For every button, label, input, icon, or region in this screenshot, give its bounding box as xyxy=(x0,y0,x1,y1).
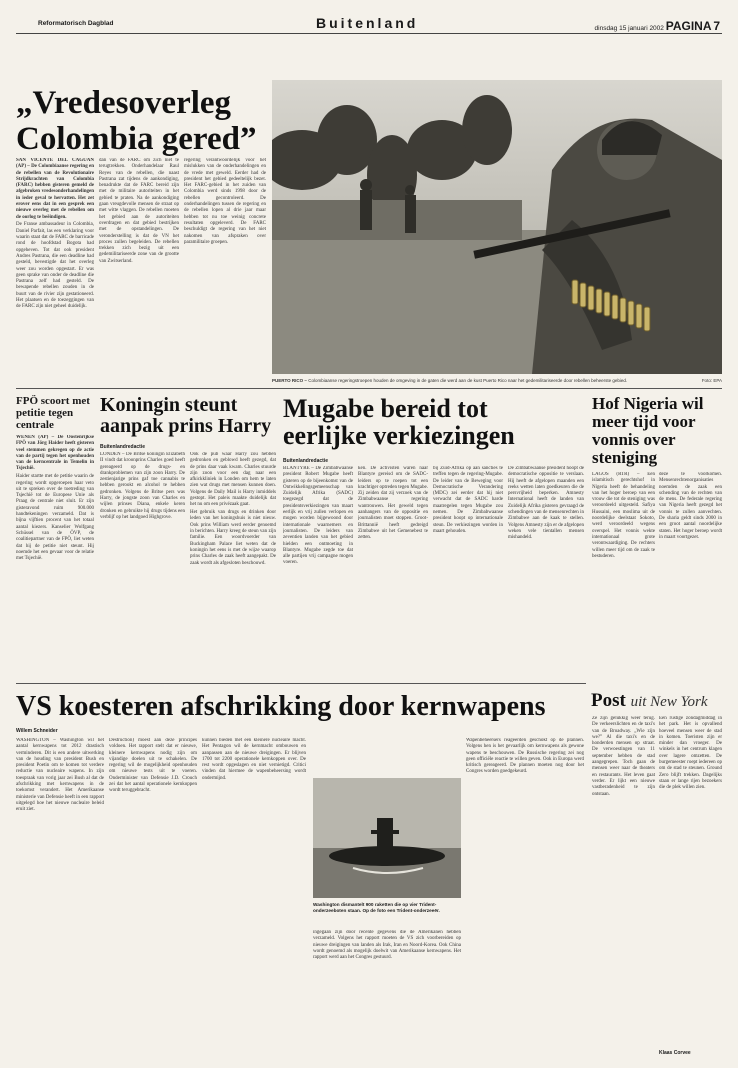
kernwapens-headline: VS koesteren afschrikking door kernwapens xyxy=(16,691,546,722)
lead-col-1: SAN VICENTE DEL CAGUAN (AP) – De Colombiaanse regering en de rebellen van de Revolutionaire Strijdkrachten van Colombia (FARC) hebben gisteren gemeld de afgebroken vredesonderhandelingen in ieder geval te hervatten. Het zet erover eens dat in een gesprek een nieuwe overleg met de rebellen om de oorlog te beëindigen. De Franse ambassadeur in Colombia, Daniel Parfait, las een verklaring voor waarin staat dat de FARC de barricade rond de hoofdstad Bogota had opgeheven. Tot dat ook president Andres Pastrana, die een deadline had gesteld, bevestigde dat het overleg weer zou worden opgestart. Er was geen sprake van onder de deadline die Pastrana zelf had gesteld. De bewapende rebellen zouden in de buurt van de rivier zijn gestationeerd. Het plaatsen en de toezeggingen van de FARC zijn niet geheel duidelijk. xyxy=(16,158,94,310)
date-line: dinsdag 15 januari 2002 PAGINA 7 xyxy=(594,19,720,33)
mugabe-col-3: bij Zuid-Afrika op aan sancties te treffen tegen de regering-Mugabe. De leider van de Beweging voor Democratische Verandering (MDC) zei eerder dat hij niet verwacht dat de SADC harde maatregelen tegen Mugabe zou nemen. De Zimbabwaanse president hoopt op internationale steun. De verkiezingen worden in maart gehouden. xyxy=(433,466,503,534)
kernwapens-col-2: Destruction) moest aan deze principes voldoen. Het rapport stelt dat er nieuwe, kleinere kernwapens nodig zijn om vijandige doelen uit te schakelen. De regering wil de mogelijkheid openhouden om nieuwe tests uit te voeren. Onderminister van Defensie J.D. Crouch zei dat het aantal operationele kernkoppen wordt teruggebracht. xyxy=(109,738,197,794)
kernwapens-col-4: ingegaan zijn door recente gegevens die de Amerikanen hebben verzameld. Volgens het rapport moeten de VS zich voorbereiden op nieuwe dreigingen van landen als Irak, Iran en Noord-Korea. Ook China wordt genoemd als mogelijk doelwit van Amerikaanse kernwapens. Het rapport werd aan het Congres gestuurd. xyxy=(313,930,461,961)
mugabe-col-1: BLANTYRE – De Zimbabwaanse president Robert Mugabe heeft gisteren op de bijeenkomst van de Ontwikkelingsgemeenschap van Zuidelijk Afrika (SADC) toegezegd dat de presidentsverkiezingen van maart eerlijk en vrij zullen verlopen en mogen worden bijgewoond door internationale waarnemers en journalisten. De leiders van zeventien landen van het gebied hielden een ontmoeting in Blantyre. Mugabe zegde toe dat alle partijen vrij campagne mogen voeren. xyxy=(283,466,353,566)
harry-col-1: LONDEN – De Britse koningin Elizabeth II vindt dat kroonprins Charles goed heeft gereageerd op de drugs- en drankproblemen van zijn zoon Harry. De zestienjarige prins gaf toe cannabis te hebben gerookt en alcohol te hebben gedronken. Volgens de Britse pers was Harry, de jongste zoon van Charles en wijlen prinses Diana, enkele keren dronken en gebruikte hij drugs tijdens een verblijf op het landgoed Highgrove. xyxy=(100,452,185,520)
post-col-2: Een rustige zondagmiddag in het park. Het is opvallend hoeveel mensen weer de stad in komen. Toeristen zijn er minder dan vroeger. De winkels in het centrum klagen over lagere omzetten. De burgemeester roept iedereen op om de stad te steunen. Ground Zero blijft trekken. Dagelijks staan er lange rijen bezoekers die de plek willen zien. xyxy=(659,716,722,791)
divider xyxy=(16,388,722,389)
submarine-image xyxy=(313,778,461,898)
fpo-article: FPÖ scoort met petitie tegen centrale WENEN (AP) – De Oostenrijkse FPÖ van Jörg Haider heeft gisteren veel stemmen gekregen op de actie van de partij tegen het openhouden van de kerncentrale in Temelin in Tsjechië. Haider startte met de petitie waarin de regering wordt opgeroepen haar veto uit te spreken over de toetreding van Tsjechië tot de Europese Unie als Praag de centrale niet sluit. Er zijn gisteravond ruim 900.000 handtekeningen verzameld. Dat is bijna vijftien procent van het totaal aantal kiezers. Kanselier Wolfgang Schüssel van de ÖVP, de coalitiepartner van de FPÖ, liet weten dat hij de petitie niet steunt. Hij noemde het een gevaar voor de relatie met Tsjechië. xyxy=(16,395,94,562)
harry-headline: Koningin steunt aanpak prins Harry xyxy=(100,394,272,437)
mugabe-headline: Mugabe bereid tot eerlijke verkiezingen xyxy=(283,394,515,450)
soldier-photo xyxy=(272,80,722,374)
nigeria-col-2: deze te voorkomen. Mensenrechtenorganisaties noemden de zaak een schending van de rechten van de mens. De federale regering van Nigeria heeft gezegd het vonnis te zullen aanvechten. De sharia geldt sinds 2000 in een groot aantal noordelijke staten. Het hoger beroep wordt in maart voortgezet. xyxy=(659,472,722,540)
kernwapens-col-1: WASHINGTON – Washington wil het aantal kernwapens tot 2012 drastisch verminderen. Dit is een andere uitwerking van de houding van president Bush en president Poetin om te komen tot verdere reductie van nucleaire wapens. In zijn toespraak van vorig jaar zei Bush al dat de afschrikking met kernwapens in de toekomst verandert. Het Amerikaanse ministerie van Defensie heeft in een rapport uitgelegd hoe het nieuwe nucleaire beleid eruit ziet. xyxy=(16,738,104,813)
mugabe-byline: Buitenlandredactie xyxy=(283,458,329,464)
post-col-1: Ze zijn gelukkig weer terug. De verkeerslichten en de taxi's van de Broadway. „Wie zijn we?” Al die taxi's en de honderden mensen op straat. De verwoestingen van 11 september hebben de stad aangegrepen. Toch gaan de mensen weer naar de theaters en restaurants. Het leven gaat verder. Er lijkt een nieuwe vastberadenheid te zijn ontstaan. xyxy=(592,716,655,797)
kernwapens-col-5: Wapenbeheersers reageerden geschokt op de plannen. Volgens hen is het gevaarlijk om kernwapens als gewone wapens te beschouwen. De Russische regering zei nog geen officiële reactie te willen geven. Ook in Europa werd kritisch gereageerd. De plannen moeten nog door het Congres worden goedgekeurd. xyxy=(466,738,584,775)
section-title: Buitenland xyxy=(316,15,419,31)
harry-col-2: Ook de pub waar Harry zou hebben gedronken en geblowd heeft gezegd, dat de prins daar vaak kwam. Charles stuurde zijn zoon voor een dag naar een afkickkliniek in Londen om hem te laten zien wat drugs met mensen kunnen doen. Volgens de Daily Mail is Harry inmiddels gestopt. Het paleis maakte duidelijk dat het nu om een privézaak gaat. Het gebruik van drugs en drinken door leden van het koningshuis is niet nieuw. Ook prins William werd eerder genoemd in berichten. Harry kreeg de steun van zijn familie. Een woordvoerder van Buckingham Palace liet weten dat de koningin het eens is met de wijze waarop prins Charles de zaak heeft aangepakt. De zaak wordt als afgesloten beschouwd. xyxy=(190,452,276,566)
kernwapens-byline: Willem Schneider xyxy=(16,728,58,734)
mugabe-col-4: De Zimbabwaanse president hoopt de democratische oppositie te verslaan. Hij heeft de afgelopen maanden een reeks wetten laten goedkeuren die de persvrijheid beperken. Amnesty International heeft de landen van Zuidelijk Afrika gisteren gevraagd de schendingen van de mensenrechten in Zimbabwe aan de kaak te stellen. Volgens Amnesty zijn er de afgelopen weken vele tientallen mensen mishandeld. xyxy=(508,466,584,541)
photo-credit: Foto: EPA xyxy=(701,378,722,383)
photo-caption: PUERTO RICO – Colombiaanse regeringstroepen houden de omgeving in de gaten die werd aan de kust Puerto Rico naar het gedemilitariseerde door rebellen beheerste gebied. Foto: EPA xyxy=(272,378,722,383)
lead-photo xyxy=(272,80,722,374)
fpo-headline: FPÖ scoort met petitie tegen centrale xyxy=(16,395,90,431)
submarine-photo xyxy=(313,778,461,898)
divider xyxy=(16,683,586,684)
nigeria-headline: Hof Nigeria wil meer tijd voor vonnis over steniging xyxy=(592,394,704,467)
mugabe-col-2: ken. De activisten waren naar Blantyre gereisd om de SADC-leiders op te roepen tot een krachtiger optreden tegen Mugabe. Zij zeiden dat zij verzoek van de Zimbabwaanse regering wantrouwen. Het geweld tegen aanhangers van de oppositie en journalisten moet stoppen. Groot-Brittannië heeft gedreigd Zimbabwe uit het Gemenebest te zetten. xyxy=(358,466,428,541)
lead-col-3: regering verantwoordelijk voor het mislukken van de onderhandelingen en de vrede met geweld. Eerder had de president het gebied gedeeltelijk bezet. Het FARC-gebied in het zuiden van Colombia werd sinds 1998 door de rebellen gecontroleerd. De onderhandelingen tussen de regering en de rebellen lopen al drie jaar maar hebben tot nu toe weinig concrete resultaten opgeleverd. De FARC beschuldigt de regering van het niet nakomen van afspraken over paramilitaire groepen. xyxy=(184,158,266,245)
masthead xyxy=(16,14,722,34)
kernwapens-col-3: kunnen bieden met een kleinere nucleaire macht. Het Pentagon wil de kernmacht ombouwen en aanpassen aan de nieuwe dreigingen. Er blijven 1700 tot 2200 operationele kernkoppen over. De rest wordt opgeslagen en niet vernietigd. Critici vinden dat hiermee de wapenbeheersing wordt ondermijnd. xyxy=(202,738,306,781)
lead-headline: „Vredesoverleg Colombia gered” xyxy=(16,85,257,157)
submarine-caption: Washington dismantelt 900 raketten die op vier Trident-onderzeeboten staan. Op de foto een Trident-onderzeeër. xyxy=(313,902,440,913)
nigeria-col-1: LAGOS (RTR) – Een islamitisch gerechtshof in Nigeria heeft de behandeling van het hoger beroep van een vrouw die tot de steniging was veroordeeld uitgesteld. Safiya Hussaini, een moslima uit de noordelijke deelstaat Sokoto, werd veroordeeld wegens overspel. Het vonnis wekte internationaal grote verontwaardiging. De rechters willen meer tijd om de zaak te bestuderen. xyxy=(592,472,655,559)
post-headline: Post uit New York xyxy=(591,690,708,711)
paper-name: Reformatorisch Dagblad xyxy=(38,20,114,27)
post-author: Klaas Corvee xyxy=(659,1050,691,1056)
harry-byline: Buitenlandredactie xyxy=(100,444,146,450)
lead-col-2: dan van de FARC om zich niet te terugtrekken. Onderhandelaar Raul Reyes van de rebellen, die naast Pastrana zat tijdens de aankondiging, benadrukte dat de FARC bereid zijn met de militaire autoriteiten in het gebied te praten. Na de aankondiging gaan vreugdevolle mensen de straat op met witte vlaggen. De rebellen moeten het gebied aan de autoriteiten overdragen en dat gebied bestrijken met de opstandelingen. De veronderstelling is dat de VN het proces zullen begeleiden. De rebellen trekken zich bezig uit een gedemilitariseerde zone van de grootte van Zwitserland. xyxy=(99,158,179,264)
